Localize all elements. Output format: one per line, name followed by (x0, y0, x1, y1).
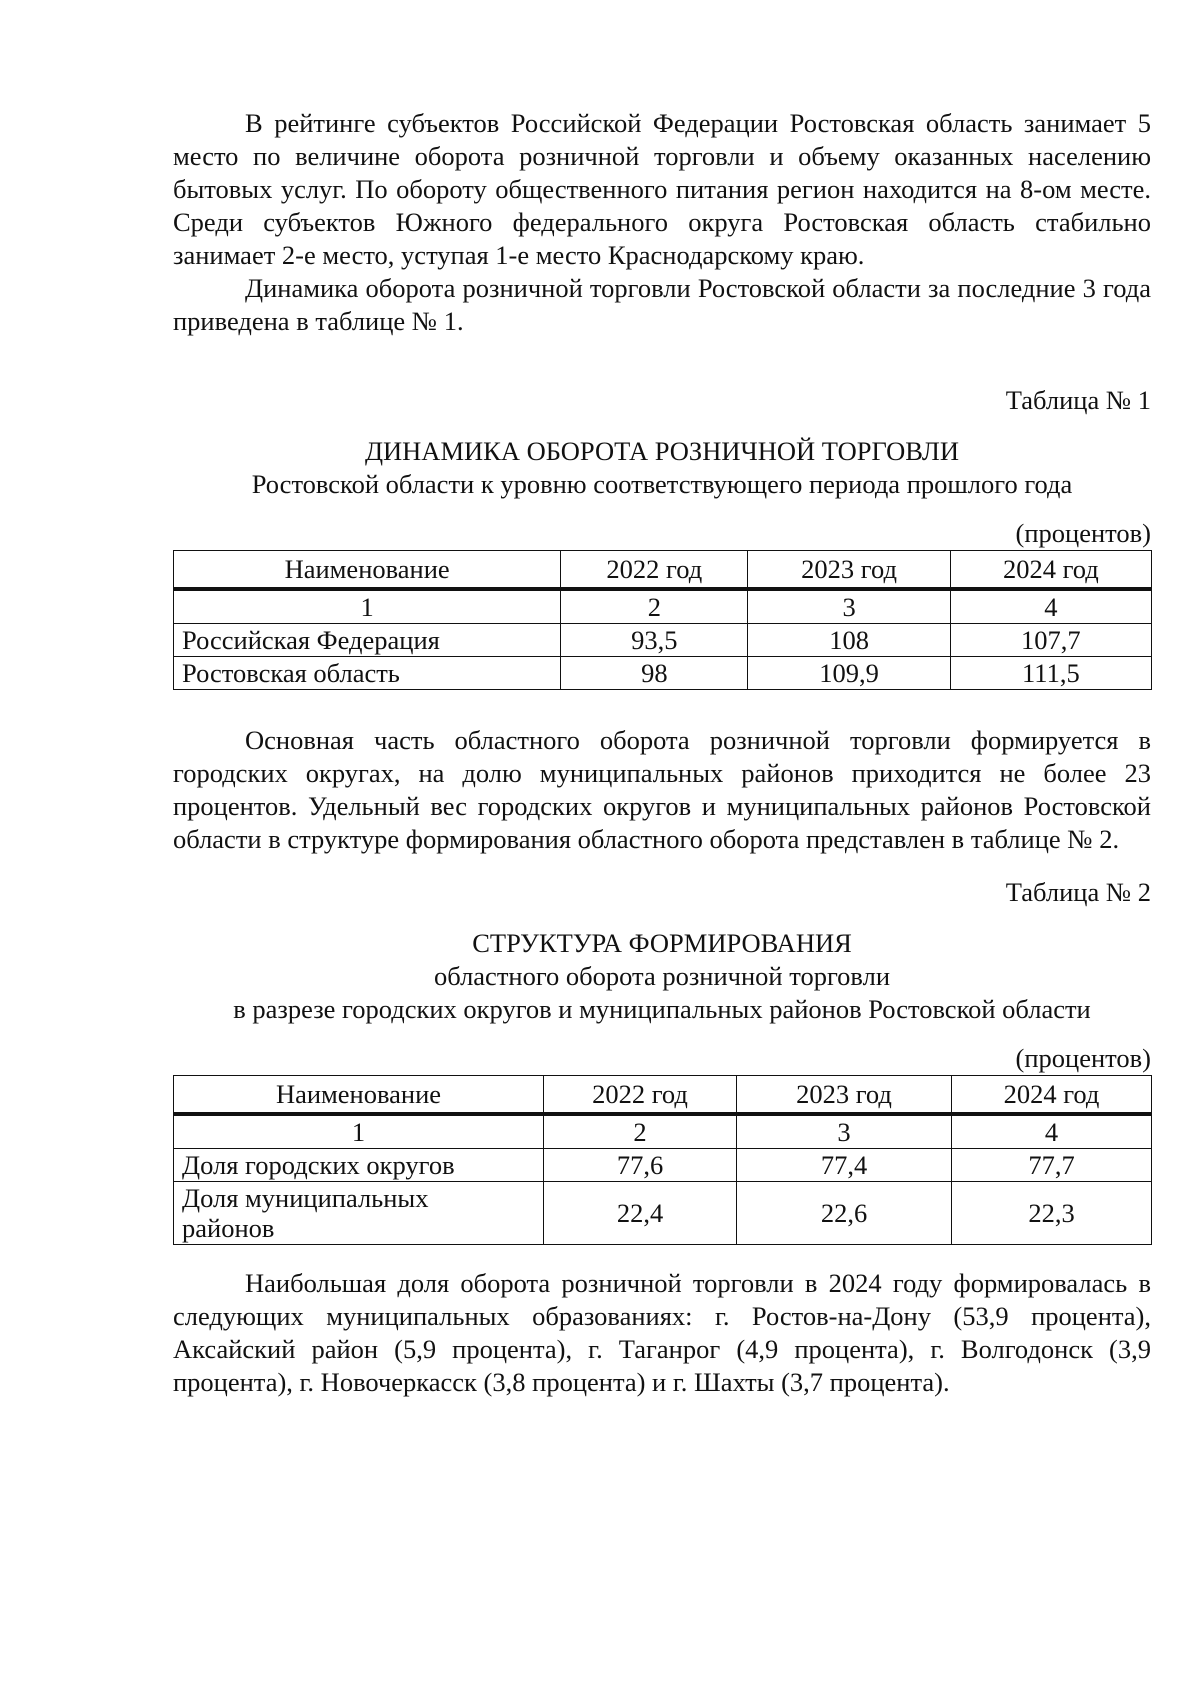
table1-cell: 107,7 (950, 624, 1151, 657)
table1-index-cell: 1 (174, 589, 561, 624)
table2-row-name: Доля муниципальных районов (174, 1182, 544, 1245)
table1-cell: 109,9 (748, 657, 950, 690)
table2-header-cell: Наименование (174, 1076, 544, 1115)
table1-cell: 93,5 (561, 624, 748, 657)
table1-index-cell: 4 (950, 589, 1151, 624)
table2-title: СТРУКТУРА ФОРМИРОВАНИЯ (472, 928, 852, 958)
paragraph-rating: В рейтинге субъектов Российской Федерации Ростовская область занимает 5 место по величине оборота розничной торговли и объему оказанных населению бытовых услуг. По обороту общественного питания регион находится на 8-ом месте. Среди субъектов Южного федерального округа Ростовская область стабильно занимает 2-е место, уступая 1-е место Краснодарскому краю. (173, 108, 1151, 270)
table2-cell: 22,6 (737, 1182, 952, 1245)
table2-cell: 77,4 (737, 1149, 952, 1182)
table-row (174, 657, 1152, 690)
table-row (174, 1149, 1152, 1182)
paragraph-structure-intro: Основная часть областного оборота розничной торговли формируется в городских округах, на долю муниципальных районов приходится не более 23 процентов. Удельный вес городских округов и муниципальных районов Ростовской области в структуре формирования областного оборота представлен в таблице № 2. (173, 725, 1151, 854)
table2-header-cell: 2023 год (737, 1076, 952, 1115)
table1-header-cell: 2023 год (748, 551, 950, 590)
table2-index-row (174, 1114, 1152, 1149)
table2-cell: 22,3 (952, 1182, 1152, 1245)
page-content (173, 0, 1151, 1399)
table1-title: ДИНАМИКА ОБОРОТА РОЗНИЧНОЙ ТОРГОВЛИ (364, 436, 960, 466)
table1-units: (процентов) (1015, 518, 1151, 548)
table-row (174, 624, 1152, 657)
table1-label: Таблица № 1 (1005, 385, 1151, 415)
table1-header-cell: Наименование (174, 551, 561, 590)
table2-cell: 77,7 (952, 1149, 1152, 1182)
table1-row-name: Ростовская область (174, 657, 561, 690)
table1-header-cell: 2022 год (561, 551, 748, 590)
table2-header-cell: 2022 год (544, 1076, 737, 1115)
table2 (173, 1075, 1152, 1245)
table1-row-name: Российская Федерация (174, 624, 561, 657)
table2-index-cell: 4 (952, 1114, 1152, 1149)
paragraph-dynamics-intro: Динамика оборота розничной торговли Ростовской области за последние 3 года приведена в таблице № 1. (173, 273, 1151, 336)
table-row (174, 1182, 1152, 1245)
table2-cell: 22,4 (544, 1182, 737, 1245)
table2-row-name: Доля городских округов (174, 1149, 544, 1182)
table1-cell: 98 (561, 657, 748, 690)
table2-cell: 77,6 (544, 1149, 737, 1182)
table2-index-cell: 2 (544, 1114, 737, 1149)
table2-subtitle-line1: областного оборота розничной торговли (434, 961, 890, 991)
table1-cell: 111,5 (950, 657, 1151, 690)
table2-header-row (174, 1076, 1152, 1115)
table2-subtitle-line2: в разрезе городских округов и муниципальных районов Ростовской области (233, 994, 1091, 1024)
table2-units: (процентов) (1015, 1043, 1151, 1073)
table1-header-cell: 2024 год (950, 551, 1151, 590)
table2-index-cell: 1 (174, 1114, 544, 1149)
table1-header-row (174, 551, 1152, 590)
table1-index-cell: 2 (561, 589, 748, 624)
table1-index-cell: 3 (748, 589, 950, 624)
table1-index-row (174, 589, 1152, 624)
table1-cell: 108 (748, 624, 950, 657)
table2-header-cell: 2024 год (952, 1076, 1152, 1115)
table1 (173, 550, 1152, 690)
paragraph-largest-share: Наибольшая доля оборота розничной торговли в 2024 году формировалась в следующих муниципальных образованиях: г. Ростов-на-Дону (53,9 процента), Аксайский район (5,9 процента), г. Таганрог (4,9 процента), г. Волгодонск (3,9 процента), г. Новочеркасск (3,8 процента) и г. Шахты (3,7 процента). (173, 1268, 1151, 1397)
table1-subtitle: Ростовской области к уровню соответствующего периода прошлого года (251, 469, 1073, 499)
table2-label: Таблица № 2 (1005, 877, 1151, 907)
table2-index-cell: 3 (737, 1114, 952, 1149)
